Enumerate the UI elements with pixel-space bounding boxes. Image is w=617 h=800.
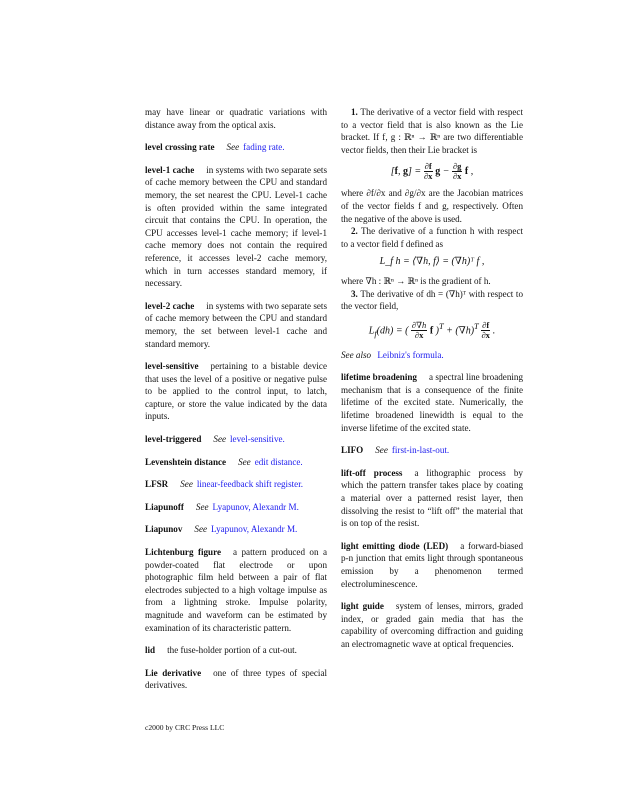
right-entries <box>341 371 523 650</box>
entry-term: lift-off process <box>341 467 403 478</box>
copyright-footer: c2000 by CRC Press LLC <box>145 723 225 732</box>
glossary-entry <box>145 300 327 350</box>
see-label: See <box>180 479 193 490</box>
glossary-entry <box>145 546 327 634</box>
item-text: The derivative of dh = (∇h)ᵀ with respect to the vector field, <box>341 288 524 312</box>
glossary-entry <box>145 164 327 290</box>
entry-term: lid <box>145 645 156 656</box>
item-number: 1. <box>351 107 358 117</box>
entry-definition: in systems with two separate sets of cache memory between the CPU and standard memory, the set between level-1 cache and standard memory. <box>145 300 327 349</box>
item-number: 2. <box>351 226 358 237</box>
lie-derivative-item-1 <box>341 106 523 156</box>
glossary-entry <box>145 667 327 692</box>
equation-lie-bracket: [f, g] = $\frac{\partial f}{\partial x}$ g − $\frac{\partial g}{\partial x}$ f , <box>390 161 474 182</box>
entry-definition: in systems with two separate sets of cache memory between the CPU and standard memory, the set nearest the CPU. Level-1 cache is often provided within the same integrated circuit that contains the CPU. In operation, the CPU accesses level-1 cache memory; if level-1 cache memory does not contain the required reference, it accesses level-2 cache memory, which in turn accesses standard memory, if necessary. <box>145 164 327 289</box>
cross-reference-link[interactable]: level-sensitive. <box>230 434 285 445</box>
entry-term: level-2 cache <box>145 300 195 311</box>
see-label: See <box>375 445 388 456</box>
item-number: 3. <box>351 288 358 299</box>
entry-definition: the fuse-holder portion of a cut-out. <box>167 645 297 656</box>
glossary-entry <box>145 141 327 154</box>
entry-term: level-1 cache <box>145 164 195 175</box>
glossary-entry <box>145 360 327 423</box>
entry-term: Liapunoff <box>145 501 184 512</box>
entry-term: LIFO <box>341 445 364 456</box>
entry-term: light guide <box>341 601 384 612</box>
item-text: The derivative of a function h with respect to a vector field f defined as <box>341 226 524 249</box>
entry-term: Lichtenburg figure <box>145 547 222 558</box>
glossary-entry <box>145 501 327 514</box>
entry-term: Liapunov <box>145 524 183 535</box>
entry-definition: system of lenses, mirrors, graded index, or graded gain media that has the capability of overcoming diffraction and guiding an electromagnetic wave at optical frequencies. <box>341 601 523 649</box>
cross-reference-link[interactable]: edit distance. <box>254 456 303 467</box>
entry-term: Levenshtein distance <box>145 456 227 467</box>
entry-term: lifetime broadening <box>341 372 417 383</box>
entry-term: Lie derivative <box>145 667 202 678</box>
entry-term: level-sensitive <box>145 361 199 372</box>
entry-term: level-triggered <box>145 434 202 445</box>
entry-term: LFSR <box>145 479 169 490</box>
entry-definition: a forward-biased p-n junction that emits light through spontaneous emission by a phenomenon termed electroluminescence. <box>341 540 523 589</box>
entry-term: light emitting diode (LED) <box>341 540 449 551</box>
right-column <box>341 106 523 661</box>
see-also-line: See also Leibniz's formula. <box>341 349 444 360</box>
entry-definition: a pattern produced on a powder-coated flat electrode or upon photographic film held between a pair of flat electrodes subjected to a high voltage impulse as from a lightning stroke. Impulse polarity, magnitude and waveform can be estimated by examination of its characteristic pattern. <box>145 547 327 633</box>
glossary-entry <box>145 456 327 469</box>
entry-term: level crossing rate <box>145 142 215 153</box>
item-text: The derivative of a vector field with respect to a vector field that is also known as the Lie bracket. If f, g : ℝⁿ → ℝⁿ are two differentiable vector fields, then their Lie bracket is <box>341 107 523 155</box>
left-entries <box>145 141 327 692</box>
cross-reference-link[interactable]: fading rate. <box>243 142 285 153</box>
see-label: See <box>238 456 251 467</box>
equation-function-derivative: L_f h = ⟨∇h, f⟩ = (∇h)ᵀ f , <box>379 256 485 268</box>
see-label: See <box>213 434 227 445</box>
leibniz-link[interactable]: Leibniz's formula. <box>377 349 444 360</box>
glossary-entry <box>341 600 523 650</box>
lie-derivative-item-3 <box>341 288 523 313</box>
glossary-entry <box>341 540 523 590</box>
gradient-text: where ∇h : ℝⁿ → ℝⁿ is the gradient of h. <box>341 275 491 286</box>
entry-definition: a lithographic process by which the pattern transfer takes place by coating a material over a patterned resist layer, then dissolving the resist to “lift off” the material that is on top of the resist. <box>341 467 523 529</box>
glossary-entry <box>341 444 523 457</box>
glossary-entry <box>145 478 327 491</box>
cross-reference-link[interactable]: first-in-last-out. <box>391 445 450 456</box>
entry-definition: a spectral line broadening mechanism that is a consequence of the finite lifetime of the excited state. Numerically, the lifetime broadened linewidth is equal to the inverse lifetime of the excited state. <box>341 372 523 433</box>
jacobian-text: where ∂f/∂x and ∂g/∂x are the Jacobian matrices of the vector fields f and g, respectively. Often the negative of the above is used. <box>341 188 523 224</box>
left-column <box>145 106 327 702</box>
see-label: See <box>195 501 209 512</box>
glossary-entry <box>145 644 327 657</box>
entry-definition: one of three types of special derivatives. <box>145 667 328 691</box>
intro-paragraph: may have linear or quadratic variations with distance away from the optical axis. <box>145 107 327 130</box>
cross-reference-link[interactable]: Lyapunov, Alexandr M. <box>212 501 299 512</box>
lie-derivative-item-2 <box>341 225 523 250</box>
cross-reference-link[interactable]: linear-feedback shift register. <box>196 479 303 490</box>
glossary-entry <box>341 467 523 530</box>
see-label: See <box>194 524 208 535</box>
see-label: See <box>226 142 240 153</box>
cross-reference-link[interactable]: Lyapunov, Alexandr M. <box>211 524 298 535</box>
entry-definition: pertaining to a bistable device that uses the level of a positive or negative pulse to be applied to the control input, to latch, capture, or store the value indicated by the data inputs. <box>145 361 327 422</box>
glossary-entry <box>341 371 523 434</box>
glossary-entry <box>145 433 327 446</box>
glossary-entry <box>145 523 327 536</box>
equation-dh-derivative: $L_f(dh)$ = ( $\frac{\partial\nabla h}{\partial x}$ f )$^T + (\nabla h)^T$ $\frac{\partial f}{\partial x}$ . <box>368 320 496 341</box>
